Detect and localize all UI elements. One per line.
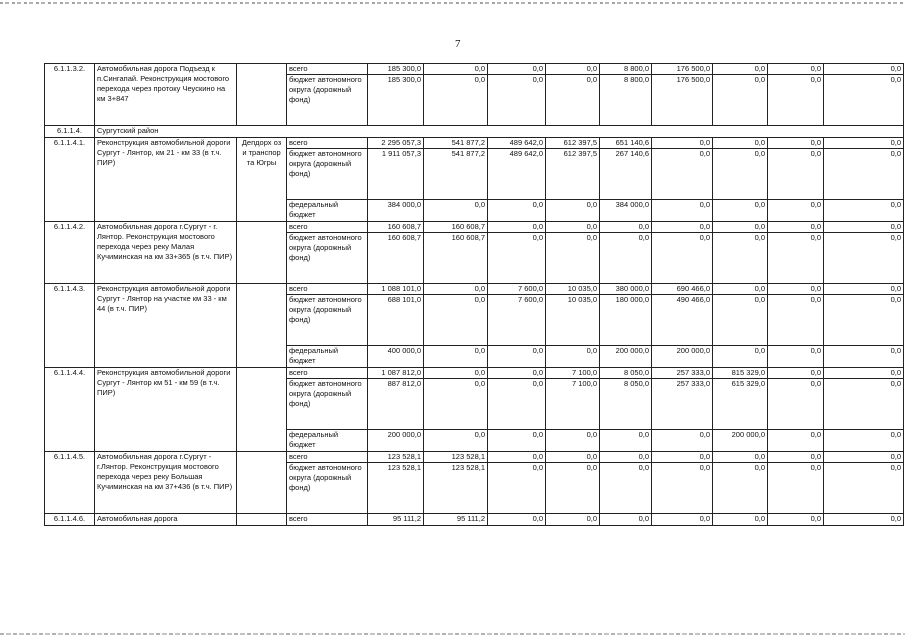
row-code: 6.1.1.4.1. xyxy=(45,138,95,222)
amount-cell: 160 608,7 xyxy=(368,222,424,233)
amount-cell: 0,0 xyxy=(824,295,904,346)
amount-cell: 0,0 xyxy=(824,233,904,284)
row-name: Реконструкция автомобильной дороги Сургут - Лянтор, км 21 - км 33 (в т.ч. ПИР) xyxy=(95,138,237,222)
amount-cell: 0,0 xyxy=(600,222,652,233)
amount-cell: 0,0 xyxy=(546,452,600,463)
amount-cell: 0,0 xyxy=(546,200,600,222)
row-name: Реконструкция автомобильной дороги Сургут - Лянтор на участке км 33 - км 44 (в т.ч. ПИР) xyxy=(95,284,237,368)
amount-cell: 0,0 xyxy=(424,200,488,222)
amount-cell: 0,0 xyxy=(488,200,546,222)
amount-cell: 95 111,2 xyxy=(424,514,488,526)
amount-cell: 0,0 xyxy=(546,222,600,233)
amount-cell: 400 000,0 xyxy=(368,346,424,368)
funding-source: всего xyxy=(287,368,368,379)
amount-cell: 0,0 xyxy=(546,430,600,452)
row-code: 6.1.1.4.4. xyxy=(45,368,95,452)
amount-cell: 0,0 xyxy=(768,430,824,452)
funding-source: бюджет автономного округа (дорожный фонд) xyxy=(287,233,368,284)
amount-cell: 0,0 xyxy=(713,222,768,233)
amount-cell: 176 500,0 xyxy=(652,75,713,126)
amount-cell: 176 500,0 xyxy=(652,64,713,75)
funding-source: бюджет автономного округа (дорожный фонд) xyxy=(287,149,368,200)
amount-cell: 10 035,0 xyxy=(546,284,600,295)
amount-cell: 815 329,0 xyxy=(713,368,768,379)
funding-source: всего xyxy=(287,222,368,233)
amount-cell: 0,0 xyxy=(768,284,824,295)
amount-cell: 0,0 xyxy=(488,64,546,75)
funding-source: федеральный бюджет xyxy=(287,200,368,222)
program-table xyxy=(44,63,904,526)
page-number: 7 xyxy=(455,38,461,50)
amount-cell: 0,0 xyxy=(488,233,546,284)
amount-cell: 0,0 xyxy=(546,346,600,368)
amount-cell: 0,0 xyxy=(546,64,600,75)
row-agency xyxy=(237,368,287,452)
amount-cell: 489 642,0 xyxy=(488,138,546,149)
amount-cell: 0,0 xyxy=(824,138,904,149)
amount-cell: 0,0 xyxy=(768,452,824,463)
amount-cell: 0,0 xyxy=(424,368,488,379)
row-name: Автомобильная дорога xyxy=(95,514,237,526)
row-name: Реконструкция автомобильной дороги Сургут - Лянтор км 51 - км 59 (в т.ч. ПИР) xyxy=(95,368,237,452)
amount-cell: 0,0 xyxy=(713,75,768,126)
amount-cell: 180 000,0 xyxy=(600,295,652,346)
amount-cell: 160 608,7 xyxy=(424,233,488,284)
funding-source: всего xyxy=(287,64,368,75)
amount-cell: 0,0 xyxy=(652,149,713,200)
amount-cell: 1 088 101,0 xyxy=(368,284,424,295)
table-row xyxy=(45,284,904,295)
amount-cell: 384 000,0 xyxy=(600,200,652,222)
amount-cell: 615 329,0 xyxy=(713,379,768,430)
funding-source: федеральный бюджет xyxy=(287,430,368,452)
amount-cell: 0,0 xyxy=(488,368,546,379)
amount-cell: 0,0 xyxy=(488,430,546,452)
amount-cell: 0,0 xyxy=(713,64,768,75)
amount-cell: 200 000,0 xyxy=(713,430,768,452)
amount-cell: 0,0 xyxy=(424,379,488,430)
amount-cell: 8 800,0 xyxy=(600,64,652,75)
row-code: 6.1.1.4. xyxy=(45,126,95,138)
amount-cell: 8 050,0 xyxy=(600,379,652,430)
amount-cell: 0,0 xyxy=(488,463,546,514)
amount-cell: 0,0 xyxy=(768,463,824,514)
amount-cell: 380 000,0 xyxy=(600,284,652,295)
amount-cell: 0,0 xyxy=(713,452,768,463)
amount-cell: 0,0 xyxy=(824,222,904,233)
row-code: 6.1.1.3.2. xyxy=(45,64,95,126)
amount-cell: 0,0 xyxy=(424,284,488,295)
amount-cell: 690 466,0 xyxy=(652,284,713,295)
amount-cell: 0,0 xyxy=(824,284,904,295)
amount-cell: 123 528,1 xyxy=(368,452,424,463)
section-row xyxy=(45,126,904,138)
funding-source: бюджет автономного округа (дорожный фонд) xyxy=(287,75,368,126)
amount-cell: 0,0 xyxy=(768,200,824,222)
amount-cell: 887 812,0 xyxy=(368,379,424,430)
amount-cell: 10 035,0 xyxy=(546,295,600,346)
row-name: Автомобильная дорога г.Сургут - г. Лянтор. Реконструкция мостового перехода через реку Малая Кучиминская на км 33+365 (в т.ч. ПИР) xyxy=(95,222,237,284)
amount-cell: 0,0 xyxy=(768,64,824,75)
table-body xyxy=(45,64,904,526)
amount-cell: 612 397,5 xyxy=(546,138,600,149)
amount-cell: 123 528,1 xyxy=(424,452,488,463)
amount-cell: 200 000,0 xyxy=(600,346,652,368)
amount-cell: 0,0 xyxy=(488,379,546,430)
amount-cell: 0,0 xyxy=(600,452,652,463)
amount-cell: 95 111,2 xyxy=(368,514,424,526)
row-agency xyxy=(237,284,287,368)
table-row xyxy=(45,138,904,149)
amount-cell: 2 295 057,3 xyxy=(368,138,424,149)
table-row xyxy=(45,64,904,75)
row-agency xyxy=(237,64,287,126)
amount-cell: 160 608,7 xyxy=(424,222,488,233)
row-code: 6.1.1.4.3. xyxy=(45,284,95,368)
amount-cell: 0,0 xyxy=(600,430,652,452)
amount-cell: 0,0 xyxy=(652,138,713,149)
amount-cell: 0,0 xyxy=(713,233,768,284)
amount-cell: 0,0 xyxy=(713,138,768,149)
funding-source: бюджет автономного округа (дорожный фонд) xyxy=(287,379,368,430)
amount-cell: 0,0 xyxy=(768,222,824,233)
amount-cell: 0,0 xyxy=(713,346,768,368)
amount-cell: 7 100,0 xyxy=(546,368,600,379)
amount-cell: 0,0 xyxy=(824,430,904,452)
amount-cell: 0,0 xyxy=(546,75,600,126)
amount-cell: 257 333,0 xyxy=(652,368,713,379)
funding-source: всего xyxy=(287,284,368,295)
amount-cell: 0,0 xyxy=(768,138,824,149)
funding-source: всего xyxy=(287,514,368,526)
amount-cell: 0,0 xyxy=(488,452,546,463)
amount-cell: 0,0 xyxy=(713,295,768,346)
amount-cell: 0,0 xyxy=(824,514,904,526)
amount-cell: 0,0 xyxy=(652,463,713,514)
amount-cell: 0,0 xyxy=(600,463,652,514)
amount-cell: 0,0 xyxy=(713,284,768,295)
amount-cell: 1 087 812,0 xyxy=(368,368,424,379)
amount-cell: 0,0 xyxy=(652,222,713,233)
amount-cell: 0,0 xyxy=(488,75,546,126)
amount-cell: 0,0 xyxy=(768,75,824,126)
amount-cell: 8 800,0 xyxy=(600,75,652,126)
amount-cell: 0,0 xyxy=(546,463,600,514)
amount-cell: 0,0 xyxy=(652,233,713,284)
table-row xyxy=(45,222,904,233)
amount-cell: 7 100,0 xyxy=(546,379,600,430)
amount-cell: 0,0 xyxy=(546,514,600,526)
amount-cell: 0,0 xyxy=(652,430,713,452)
amount-cell: 0,0 xyxy=(488,222,546,233)
row-name: Автомобильная дорога г.Сургут - г.Лянтор. Реконструкция мостового перехода через реку Большая Кучиминская на км 37+436 (в т.ч. ПИР) xyxy=(95,452,237,514)
amount-cell: 0,0 xyxy=(713,514,768,526)
amount-cell: 0,0 xyxy=(824,463,904,514)
amount-cell: 267 140,6 xyxy=(600,149,652,200)
amount-cell: 0,0 xyxy=(824,452,904,463)
amount-cell: 489 642,0 xyxy=(488,149,546,200)
amount-cell: 0,0 xyxy=(424,295,488,346)
row-agency: Депдорх оз и транспор та Югры xyxy=(237,138,287,222)
amount-cell: 0,0 xyxy=(546,233,600,284)
amount-cell: 0,0 xyxy=(713,200,768,222)
amount-cell: 0,0 xyxy=(768,346,824,368)
amount-cell: 0,0 xyxy=(488,514,546,526)
scan-edge-top xyxy=(0,2,905,4)
amount-cell: 0,0 xyxy=(713,463,768,514)
amount-cell: 0,0 xyxy=(768,379,824,430)
amount-cell: 0,0 xyxy=(600,233,652,284)
amount-cell: 0,0 xyxy=(824,149,904,200)
amount-cell: 0,0 xyxy=(652,452,713,463)
row-code: 6.1.1.4.2. xyxy=(45,222,95,284)
row-agency xyxy=(237,452,287,514)
amount-cell: 0,0 xyxy=(768,233,824,284)
amount-cell: 8 050,0 xyxy=(600,368,652,379)
amount-cell: 0,0 xyxy=(768,295,824,346)
amount-cell: 200 000,0 xyxy=(368,430,424,452)
table-row xyxy=(45,368,904,379)
row-name: Автомобильная дорога Подъезд к п.Сингапай. Реконструкция мостового перехода через протоку Чеускино на км 3+847 xyxy=(95,64,237,126)
amount-cell: 490 466,0 xyxy=(652,295,713,346)
amount-cell: 0,0 xyxy=(488,346,546,368)
amount-cell: 123 528,1 xyxy=(424,463,488,514)
amount-cell: 0,0 xyxy=(424,64,488,75)
amount-cell: 160 608,7 xyxy=(368,233,424,284)
amount-cell: 7 600,0 xyxy=(488,284,546,295)
funding-source: всего xyxy=(287,452,368,463)
row-agency xyxy=(237,222,287,284)
amount-cell: 185 300,0 xyxy=(368,75,424,126)
amount-cell: 0,0 xyxy=(600,514,652,526)
funding-source: бюджет автономного округа (дорожный фонд) xyxy=(287,463,368,514)
amount-cell: 0,0 xyxy=(824,75,904,126)
amount-cell: 0,0 xyxy=(424,75,488,126)
amount-cell: 0,0 xyxy=(824,379,904,430)
funding-source: федеральный бюджет xyxy=(287,346,368,368)
section-title: Сургутский район xyxy=(95,126,904,138)
amount-cell: 0,0 xyxy=(768,149,824,200)
amount-cell: 0,0 xyxy=(424,430,488,452)
amount-cell: 612 397,5 xyxy=(546,149,600,200)
table-row xyxy=(45,452,904,463)
amount-cell: 0,0 xyxy=(652,514,713,526)
amount-cell: 0,0 xyxy=(424,346,488,368)
amount-cell: 0,0 xyxy=(652,200,713,222)
row-code: 6.1.1.4.6. xyxy=(45,514,95,526)
amount-cell: 0,0 xyxy=(768,368,824,379)
amount-cell: 7 600,0 xyxy=(488,295,546,346)
amount-cell: 185 300,0 xyxy=(368,64,424,75)
amount-cell: 651 140,6 xyxy=(600,138,652,149)
amount-cell: 0,0 xyxy=(824,368,904,379)
amount-cell: 0,0 xyxy=(824,200,904,222)
amount-cell: 688 101,0 xyxy=(368,295,424,346)
scan-edge-bottom xyxy=(0,633,905,635)
amount-cell: 0,0 xyxy=(713,149,768,200)
amount-cell: 0,0 xyxy=(824,64,904,75)
amount-cell: 541 877,2 xyxy=(424,138,488,149)
amount-cell: 1 911 057,3 xyxy=(368,149,424,200)
funding-source: бюджет автономного округа (дорожный фонд) xyxy=(287,295,368,346)
amount-cell: 123 528,1 xyxy=(368,463,424,514)
amount-cell: 0,0 xyxy=(824,346,904,368)
amount-cell: 0,0 xyxy=(768,514,824,526)
table-row xyxy=(45,514,904,526)
amount-cell: 200 000,0 xyxy=(652,346,713,368)
row-code: 6.1.1.4.5. xyxy=(45,452,95,514)
row-agency xyxy=(237,514,287,526)
amount-cell: 541 877,2 xyxy=(424,149,488,200)
amount-cell: 257 333,0 xyxy=(652,379,713,430)
funding-source: всего xyxy=(287,138,368,149)
amount-cell: 384 000,0 xyxy=(368,200,424,222)
